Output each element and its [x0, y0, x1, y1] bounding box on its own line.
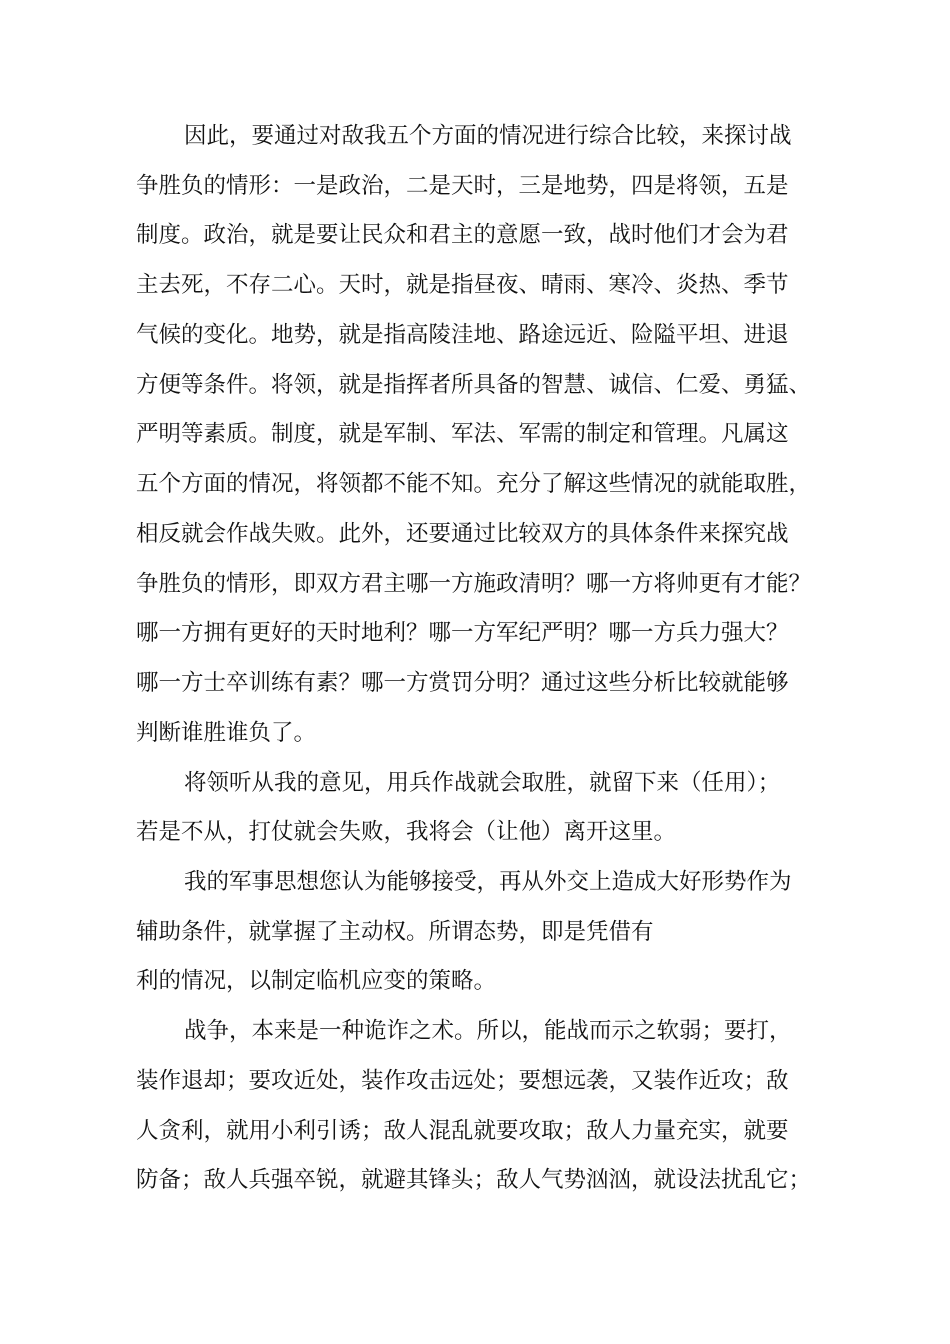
paragraph-3-line-1: 我的军事思想您认为能够接受，再从外交上造成大好形势作为 — [184, 869, 792, 895]
paragraph-4-line-4: 防备；敌人兵强卒锐，就避其锋头；敌人气势汹汹，就设法扰乱它； — [136, 1167, 812, 1193]
paragraph-1-line-8: 五个方面的情况，将领都不能不知。充分了解这些情况的就能取胜， — [136, 471, 812, 497]
paragraph-1-line-9: 相反就会作战失败。此外，还要通过比较双方的具体条件来探究战 — [136, 521, 789, 547]
paragraph-1-line-5: 气候的变化。地势，就是指高陵洼地、路途远近、险隘平坦、进退 — [136, 322, 789, 348]
paragraph-1-line-6: 方便等条件。将领，就是指挥者所具备的智慧、诚信、仁爱、勇猛、 — [136, 372, 812, 398]
paragraph-4-line-1: 战争，本来是一种诡诈之术。所以，能战而示之软弱；要打， — [184, 1018, 792, 1044]
paragraph-1-line-12: 哪一方士卒训练有素？哪一方赏罚分明？通过这些分析比较就能够 — [136, 670, 789, 696]
paragraph-3-line-3: 利的情况，以制定临机应变的策略。 — [136, 968, 497, 994]
paragraph-1-line-10: 争胜负的情形，即双方君主哪一方施政清明？哪一方将帅更有才能？ — [136, 571, 812, 597]
paragraph-1-line-1: 因此，要通过对敌我五个方面的情况进行综合比较，来探讨战 — [184, 123, 792, 149]
paragraph-1-line-3: 制度。政治，就是要让民众和君主的意愿一致，战时他们才会为君 — [136, 222, 789, 248]
paragraph-2-line-1: 将领听从我的意见，用兵作战就会取胜，就留下来（任用）； — [184, 770, 781, 796]
paragraph-1-line-11: 哪一方拥有更好的天时地利？哪一方军纪严明？哪一方兵力强大？ — [136, 620, 789, 646]
paragraph-1-line-4: 主去死，不存二心。天时，就是指昼夜、晴雨、寒冷、炎热、季节 — [136, 272, 789, 298]
paragraph-2-line-2: 若是不从，打仗就会失败，我将会（让他）离开这里。 — [136, 819, 677, 845]
paragraph-1-line-13: 判断谁胜谁负了。 — [136, 720, 317, 746]
paragraph-4-line-2: 装作退却；要攻近处，装作攻击远处；要想远袭，又装作近攻；敌 — [136, 1068, 789, 1094]
paragraph-3-line-2: 辅助条件，就掌握了主动权。所谓态势，即是凭借有 — [136, 919, 654, 945]
paragraph-1-line-7: 严明等素质。制度，就是军制、军法、军需的制定和管理。凡属这 — [136, 421, 789, 447]
paragraph-1-line-2: 争胜负的情形：一是政治，二是天时，三是地势，四是将领，五是 — [136, 173, 789, 199]
paragraph-4-line-3: 人贪利，就用小利引诱；敌人混乱就要攻取；敌人力量充实，就要 — [136, 1118, 789, 1144]
